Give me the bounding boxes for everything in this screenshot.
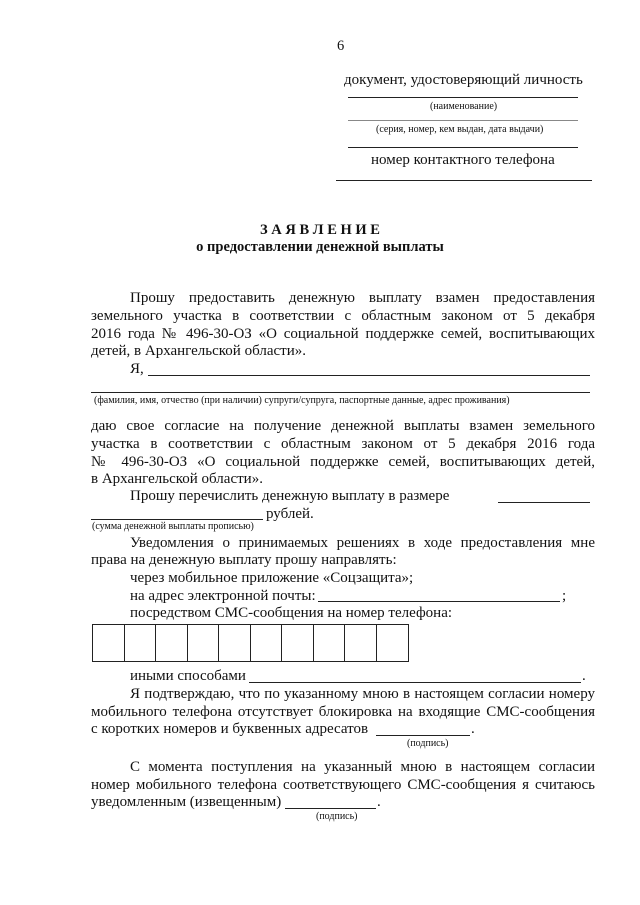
spouse-line-1[interactable] — [148, 375, 590, 376]
notify-email-end: ; — [562, 588, 567, 604]
para2-line4: в Архангельской области». — [91, 471, 263, 487]
para2-line3: № 496-30-ОЗ «О социальной поддержке семей, воспитывающих детей, — [91, 454, 595, 470]
payment-rubles: рублей. — [266, 506, 314, 522]
spouse-line-2[interactable] — [91, 392, 590, 393]
phone-number-cells[interactable] — [92, 624, 409, 662]
phone-digit-cell[interactable] — [93, 625, 125, 661]
para2-line2: участка в соответствии с областным законом от 5 декабря 2016 года — [91, 436, 595, 452]
confirm-line3: с коротких номеров и буквенных адресатов — [91, 721, 369, 737]
final-sign-hint: (подпись) — [316, 811, 358, 822]
final-sign-line[interactable] — [285, 808, 376, 809]
notify-line1: Уведомления о принимаемых решениях в ходе предоставления мне — [130, 535, 595, 551]
final-line1: С момента поступления на указанный мною в настоящем согласии — [130, 759, 595, 775]
ya-label: Я, — [130, 361, 144, 377]
final-line3: уведомленным (извещенным) — [91, 794, 282, 810]
phone-digit-cell[interactable] — [377, 625, 409, 661]
para2-line1: даю свое согласие на получение денежной выплаты взамен земельного — [91, 418, 595, 434]
phone-digit-cell[interactable] — [282, 625, 314, 661]
doc-name-line[interactable] — [348, 97, 578, 98]
notify-sms-label: посредством СМС-сообщения на номер телефона: — [130, 605, 453, 621]
phone-line[interactable] — [336, 180, 592, 181]
phone-digit-cell[interactable] — [345, 625, 377, 661]
notify-other-label: иными способами — [130, 668, 246, 684]
phone-digit-cell[interactable] — [251, 625, 283, 661]
para1-line2: земельного участка в соответствии с областным законом от 5 декабря — [91, 308, 595, 324]
page-number: 6 — [337, 38, 345, 54]
phone-digit-cell[interactable] — [219, 625, 251, 661]
payment-words-line[interactable] — [91, 519, 263, 520]
confirm-line1: Я подтверждаю, что по указанному мною в настоящем согласии номеру — [130, 686, 595, 702]
payment-amount-line[interactable] — [498, 502, 590, 503]
phone-label: номер контактного телефона — [371, 152, 555, 168]
doc-label: документ, удостоверяющий личность — [344, 72, 583, 88]
title-main: З А Я В Л Е Н И Е — [260, 222, 380, 238]
doc-series-line[interactable] — [348, 120, 578, 121]
notify-other-end: . — [582, 668, 586, 684]
payment-line1: Прошу перечислить денежную выплату в размере — [130, 488, 450, 504]
confirm-line2: мобильного телефона отсутствует блокировка на входящие СМС-сообщения — [91, 704, 595, 720]
email-input-line[interactable] — [318, 601, 560, 602]
doc-name-hint: (наименование) — [430, 101, 498, 112]
other-method-line[interactable] — [249, 682, 581, 683]
para1-line4: детей, в Архангельской области». — [91, 343, 306, 359]
confirm-sign-hint: (подпись) — [407, 738, 449, 749]
confirm-line3-end: . — [471, 721, 475, 737]
doc-extra-line[interactable] — [348, 147, 578, 148]
payment-hint: (сумма денежной выплаты прописью) — [92, 521, 254, 532]
confirm-sign-line[interactable] — [376, 735, 470, 736]
final-line2: номер мобильного телефона соответствующего СМС-сообщения я считаюсь — [91, 777, 595, 793]
phone-digit-cell[interactable] — [156, 625, 188, 661]
para1-line1: Прошу предоставить денежную выплату взамен предоставления — [130, 290, 595, 306]
phone-digit-cell[interactable] — [188, 625, 220, 661]
notify-line2: права на денежную выплату прошу направлять: — [91, 552, 397, 568]
doc-series-hint: (серия, номер, кем выдан, дата выдачи) — [376, 124, 544, 135]
para1-line3: 2016 года № 496-30-ОЗ «О социальной поддержке семей, воспитывающих — [91, 326, 595, 342]
notify-app: через мобильное приложение «Соцзащита»; — [130, 570, 414, 586]
spouse-hint: (фамилия, имя, отчество (при наличии) супруги/супруга, паспортные данные, адрес проживания) — [94, 395, 510, 406]
title-sub: о предоставлении денежной выплаты — [196, 239, 444, 255]
notify-email-label: на адрес электронной почты: — [130, 588, 316, 604]
final-line3-end: . — [377, 794, 381, 810]
phone-digit-cell[interactable] — [314, 625, 346, 661]
phone-digit-cell[interactable] — [125, 625, 157, 661]
